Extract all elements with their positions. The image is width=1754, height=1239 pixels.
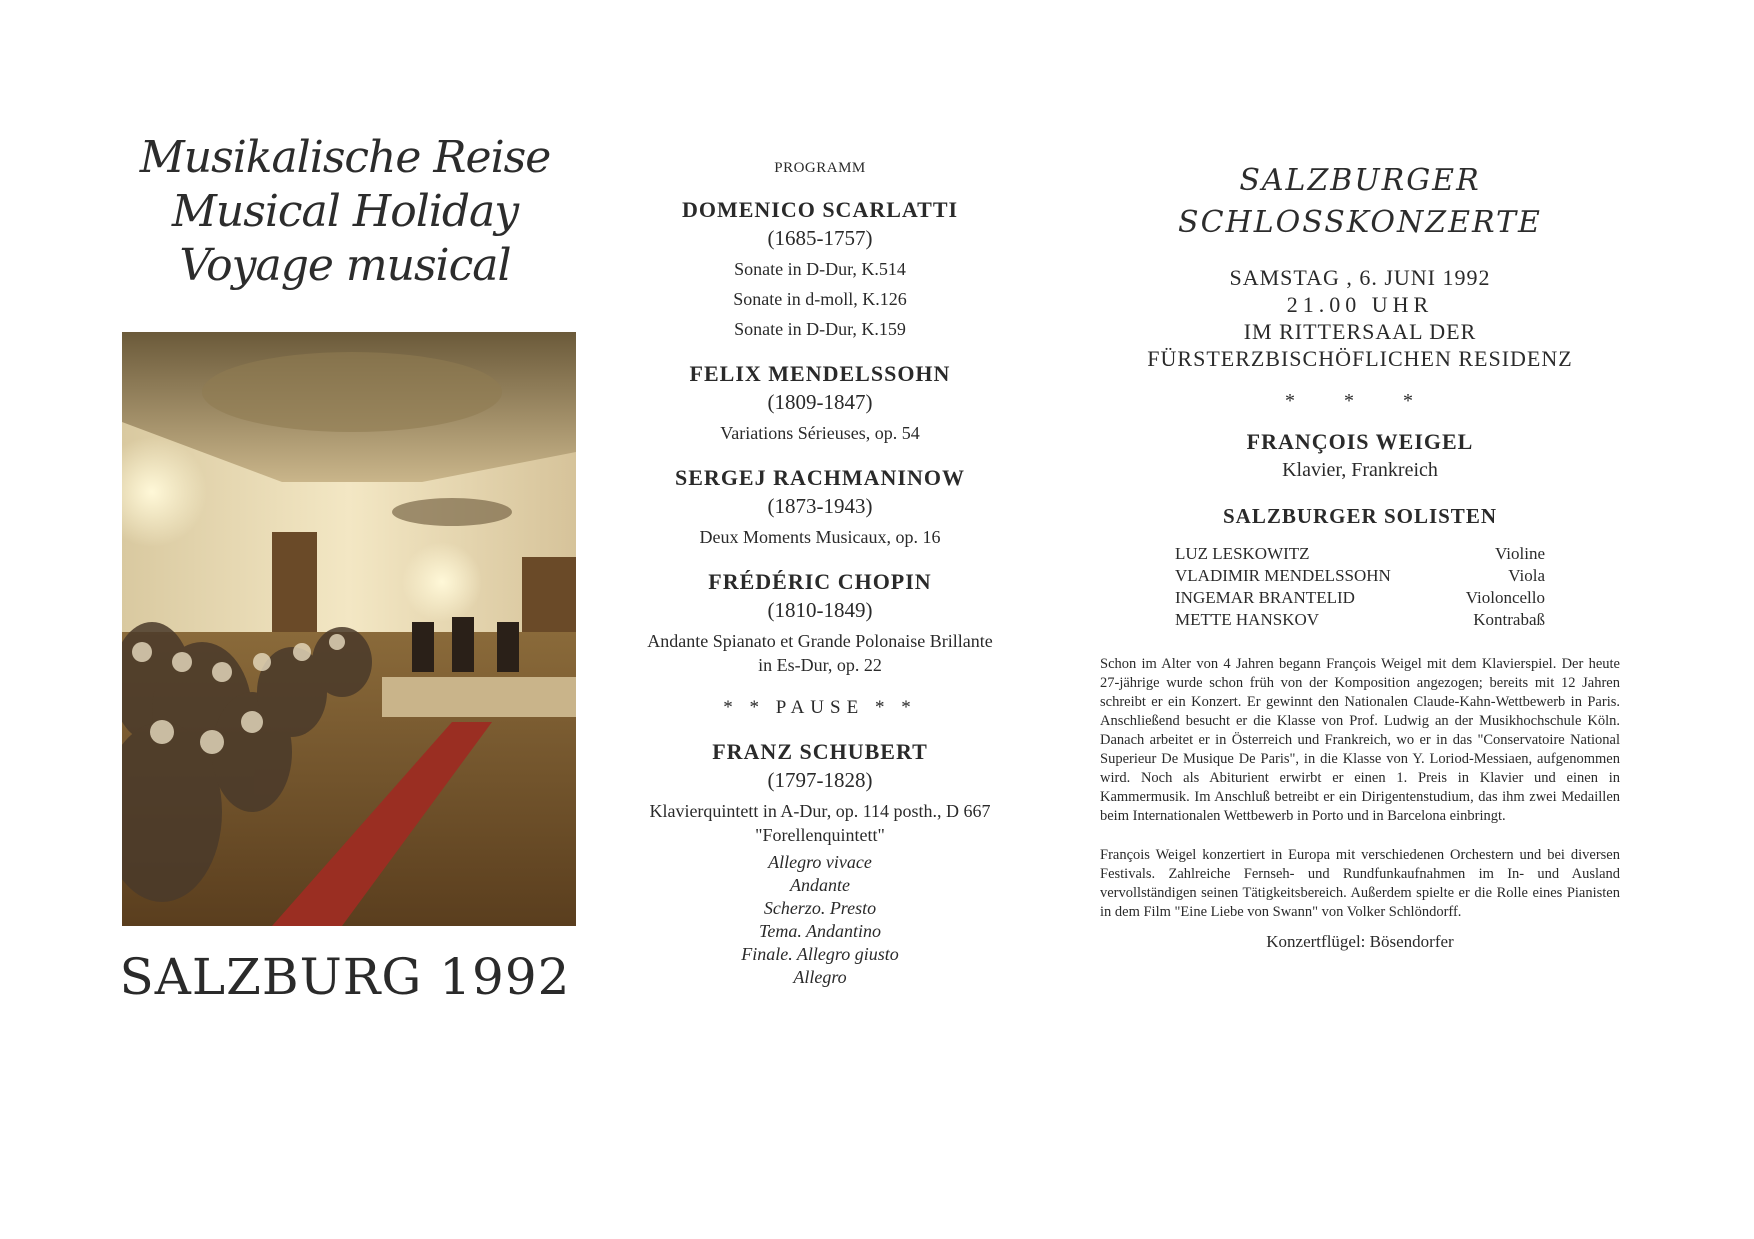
cover-title-german: Musikalische Reise xyxy=(139,132,551,183)
event-venue-line1: IM RITTERSAAL DER xyxy=(1243,319,1477,344)
member-instrument: Viola xyxy=(1508,566,1545,585)
cover-title-french: Voyage musical xyxy=(179,240,511,291)
series-title-line2: SCHLOSSKONZERTE xyxy=(1178,205,1542,240)
work-subtitle: "Forellenquintett" xyxy=(755,825,885,845)
work-title: Andante Spianato et Grande Polonaise Brillante xyxy=(647,631,993,651)
movement: Allegro vivace xyxy=(768,852,872,872)
bio-paragraph: François Weigel konzertiert in Europa mit verschiedenen Orchestern und bei diversen Festivals. Zahlreiche Fernseh- und Rundfunkaufnahmen im In- und Ausland vervollständigen seinen Tätigkeitsbereich. Außerdem spielte er die Rolle eines Pianisten in dem Film "Eine Liebe von Swann" von Volker Schlöndorff. xyxy=(1100,847,1620,920)
composer-dates: (1797-1828) xyxy=(767,768,873,792)
member-name: LUZ LESKOWITZ xyxy=(1175,544,1310,563)
composer-name: SERGEJ RACHMANINOW xyxy=(675,465,965,490)
work-title: Sonate in D-Dur, K.159 xyxy=(734,319,906,339)
series-title-line1: SALZBURGER xyxy=(1239,163,1481,198)
work-title: Sonate in d-moll, K.126 xyxy=(733,289,907,309)
movement: Allegro xyxy=(793,967,847,987)
event-venue-line2: FÜRSTERZBISCHÖFLICHEN RESIDENZ xyxy=(1147,346,1573,371)
program-section xyxy=(600,197,1040,341)
work-title: Deux Moments Musicaux, op. 16 xyxy=(699,527,941,547)
ensemble-name: SALZBURGER SOLISTEN xyxy=(1222,504,1497,528)
ensemble-members xyxy=(1175,543,1545,631)
soloist-role: Klavier, Frankreich xyxy=(1282,459,1438,481)
pause-marker: * * PAUSE * * xyxy=(723,697,917,718)
member-row xyxy=(1175,543,1545,565)
composer-dates: (1810-1849) xyxy=(767,598,873,622)
concert-info-panel xyxy=(1100,160,1620,952)
member-instrument: Kontrabaß xyxy=(1473,610,1545,629)
piano-credit: Konzertflügel: Bösendorfer xyxy=(1266,932,1454,951)
program-heading: PROGRAMM xyxy=(774,160,866,176)
biography xyxy=(1100,655,1620,922)
cover-panel xyxy=(110,110,580,1030)
composer-name: FELIX MENDELSSOHN xyxy=(689,361,951,386)
member-name: INGEMAR BRANTELID xyxy=(1175,588,1355,607)
separator-stars: * * * xyxy=(1285,390,1435,412)
composer-dates: (1809-1847) xyxy=(767,390,873,414)
program-section xyxy=(600,739,1040,989)
soloist-name: FRANÇOIS WEIGEL xyxy=(1246,429,1474,454)
member-instrument: Violoncello xyxy=(1465,588,1545,607)
work-title: Klavierquintett in A-Dur, op. 114 posth., D 667 xyxy=(649,801,991,821)
member-name: VLADIMIR MENDELSSOHN xyxy=(1175,566,1391,585)
bio-paragraph: Schon im Alter von 4 Jahren begann François Weigel mit dem Klavierspiel. Der heute 27-jährige wurde schon früh von der Komposition angezogen; bereits mit 12 Jahren schreibt er ein Konzert. Er gewinnt den Nationalen Claude-Kahn-Wettbewerb in Paris. Anschließend besucht er die Klasse von Prof. Ludwig an der Musikhochschule Köln. Danach arbeitet er in Österreich und Frankreich, wo er in das "Conservatoire National Superieur De Musique De Paris", in die Klasse von Y. Loriod-Messiaen, aufgenommen wird. Noch als Abiturient erwirbt er einen 1. Preis in Klavier und einen in Kammermusik. Im Anschluß betreibt er ein Dirigentenstudium, das ihm zwei Medaillen beim Internationalen Wettbewerb in Porto und in Barcelona einbringt. xyxy=(1100,656,1620,824)
work-title: in Es-Dur, op. 22 xyxy=(758,655,882,675)
composer-name: DOMENICO SCARLATTI xyxy=(681,197,959,222)
movement: Finale. Allegro giusto xyxy=(741,944,899,964)
program-panel xyxy=(600,160,1040,989)
cover-title-english: Musical Holiday xyxy=(171,186,519,237)
composer-name: FRÉDÉRIC CHOPIN xyxy=(708,569,932,594)
work-title: Variations Sérieuses, op. 54 xyxy=(720,423,920,443)
member-row xyxy=(1175,565,1545,587)
member-name: METTE HANSKOV xyxy=(1175,610,1320,629)
event-date: SAMSTAG , 6. JUNI 1992 xyxy=(1229,265,1491,290)
program-section xyxy=(600,361,1040,445)
cover-city-year: SALZBURG 1992 xyxy=(119,948,571,1006)
event-details xyxy=(1100,264,1620,372)
movement: Tema. Andantino xyxy=(758,921,882,941)
program-section xyxy=(600,569,1040,677)
movement: Scherzo. Presto xyxy=(763,898,877,918)
composer-dates: (1873-1943) xyxy=(767,494,873,518)
movement: Andante xyxy=(790,875,850,895)
member-row xyxy=(1175,609,1545,631)
event-time: 21.00 UHR xyxy=(1286,292,1434,317)
concert-hall-photo xyxy=(122,332,576,926)
work-title: Sonate in D-Dur, K.514 xyxy=(734,259,906,279)
composer-dates: (1685-1757) xyxy=(767,226,873,250)
member-instrument: Violine xyxy=(1495,544,1545,563)
composer-name: FRANZ SCHUBERT xyxy=(712,739,928,764)
program-section xyxy=(600,465,1040,549)
member-row xyxy=(1175,587,1545,609)
